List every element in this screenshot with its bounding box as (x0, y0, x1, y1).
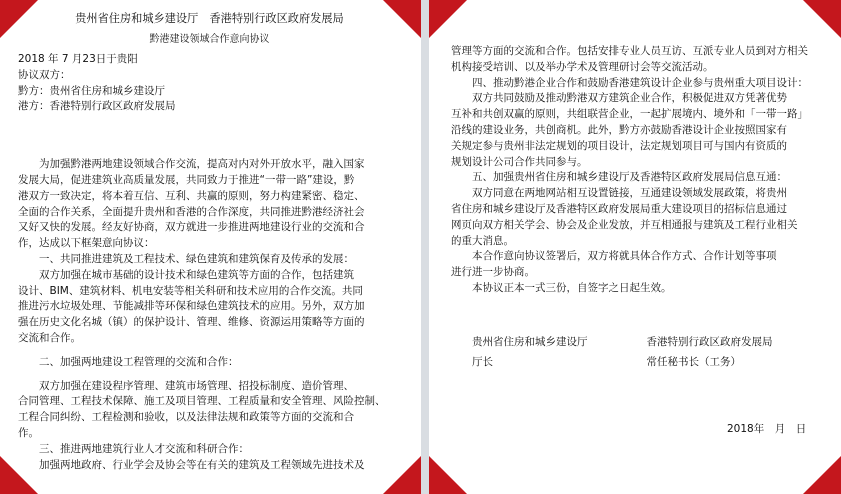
right-page-content (451, 44, 821, 438)
paragraph-line: 加强两地政府、行业学会及协会等在有关的建筑及工程领域先进技术及 (39, 458, 365, 471)
date-place: 2018 年 7 月23日于贵阳 (18, 53, 138, 65)
red-corner-bottom-left (429, 456, 467, 494)
paragraph-line: 省住房和城乡建设厅及香港特区政府发展局重大建设项目的招标信息通过 (451, 202, 787, 215)
paragraph-line: 合同管理、工程技术保障、施工及项目管理、工程质量和安全管理、风险控制、 (18, 395, 386, 408)
closing-paragraph-2: 本协议正本一式三份，自签字之日起生效。 (472, 281, 672, 294)
signatory-title: 常任秘书长（工务） (646, 355, 741, 368)
paragraph-line: 作，达成以下框架意向协议： (18, 237, 155, 250)
paragraph-line: 的重大消息。 (451, 234, 514, 247)
paragraph-line: 双方同意在两地网站相互设置链接，互通建设领域发展政策，将贵州 (472, 187, 787, 200)
paragraph-line: 管理等方面的交流和合作。包括安排专业人员互访、互派专业人员到对方相关 (451, 45, 808, 57)
signatory-hongkong (647, 335, 822, 371)
paragraph-line: 强在历史文化名城（镇）的保护设计、管理、维修、资源运用策略等方面的 (18, 316, 365, 329)
paragraph-line: 全面的合作关系，全面提升贵州和香港的合作深度，共同推进黔港经济社会 (18, 205, 365, 218)
signatory-guizhou (451, 335, 647, 371)
paragraph-line: 工程合同纠纷、工程检测和验收，以及法律法规和政策等方面的交流和合 (18, 411, 354, 424)
section-5-heading: 五、加强贵州省住房和城乡建设厅及香港特区政府发展局信息互通： (472, 171, 787, 184)
paragraph-line: 设计、BIM、建筑材料、机电安装等相关科研和技术应用的合作交流。共同 (18, 284, 363, 297)
agreement-page-right (429, 0, 841, 494)
party-qian: 黔方：贵州省住房和城乡建设厅 (18, 84, 165, 97)
paragraph-line: 港双方一致决定，将本着互信、互利、共赢的原则，努力构建紧密、稳定、 (18, 189, 365, 202)
paragraph-line: 网页向双方相关学会、协会及企业发放，并互相通报与建筑及工程行业相关 (451, 218, 798, 231)
section-3-heading: 三、推进两地建筑行业人才交流和科研合作： (39, 442, 249, 455)
closing-paragraph-1 (451, 249, 821, 281)
section-2-body (18, 379, 401, 442)
section-2-heading: 二、加强两地建设工程管理的交流和合作： (39, 355, 239, 368)
paragraph-line: 双方共同鼓励及推动黔港双方建筑企业合作，积极促进双方凭著优势 (472, 92, 787, 105)
signatory-title: 厅长 (472, 355, 493, 368)
paragraph-line: 关规定参与贵州非法定规划的项目设计，法定规划项目可与国内有资质的 (451, 139, 787, 152)
paragraph-line: 机构接受培训、以及举办学术及管理研讨会等交流活动。 (451, 60, 714, 73)
section-5-body (451, 186, 821, 249)
paragraph-line: 推进污水垃圾处理、节能减排等环保和绿色建筑技术的应用。另外，双方加 (18, 300, 365, 313)
paragraph-line: 作。 (18, 426, 39, 439)
document-title: 贵州省住房和城乡建设厅 香港特别行政区政府发展局 (75, 12, 344, 25)
paragraph-line: 为加强黔港两地建设领域合作交流，提高对内对外开放水平，融入国家 (39, 158, 365, 171)
paragraph-line: 发展大局，促进建筑业高质量发展，共同致力于推进“一带一路”建设，黔 (18, 173, 355, 186)
signatory-org: 贵州省住房和城乡建设厅 (472, 335, 588, 348)
section-4-body (451, 91, 821, 170)
section-4-heading: 四、推动黔港企业合作和鼓励香港建筑设计企业参与贵州重大项目设计： (472, 76, 808, 89)
paragraph-line: 双方加强在城市基础的设计技术和绿色建筑等方面的合作，包括建筑 (39, 268, 354, 281)
paragraph-line: 又好又快的发展。经友好协商，双方就进一步推进两地建设行业的交流和合 (18, 221, 365, 234)
section-1-body (18, 268, 401, 347)
red-corner-top-right (803, 0, 841, 38)
paragraph-line: 沿线的建设业务，共创商机。此外，黔方亦鼓励香港设计企业按照国家有 (451, 123, 787, 136)
paragraph-line: 规划设计公司合作共同参与。 (451, 155, 588, 168)
left-page-content (18, 0, 401, 473)
red-corner-bottom-right (803, 456, 841, 494)
red-corner-top-left (429, 0, 467, 38)
paragraph-line: 本合作意向协议签署后，双方将就具体合作方式、合作计划等事项 (472, 250, 777, 263)
page-gap (421, 0, 429, 494)
paragraph-line: 双方加强在建设程序管理、建筑市场管理、招投标制度、造价管理、 (39, 379, 354, 392)
paragraph-line: 交流和合作。 (18, 331, 81, 344)
signature-block (451, 335, 821, 371)
section-1-heading: 一、共同推进建筑及工程技术、绿色建筑和建筑保育及传承的发展： (39, 252, 354, 265)
paragraph-line: 互补和共创双赢的原则，共组联营企业，一起扩展境内、境外和「一带一路」 (451, 108, 808, 121)
paragraph-line: 进行进一步协商。 (451, 266, 535, 279)
parties-label: 协议双方： (18, 68, 71, 81)
section-3-continued (451, 44, 821, 76)
section-3-body (18, 458, 401, 474)
intro-paragraph (18, 157, 401, 252)
signatory-org: 香港特别行政区政府发展局 (646, 335, 773, 348)
signing-date: 2018年 月 日 (727, 423, 807, 436)
party-gang: 港方：香港特别行政区政府发展局 (18, 100, 176, 113)
document-subtitle: 黔港建设领域合作意向协议 (149, 34, 270, 45)
